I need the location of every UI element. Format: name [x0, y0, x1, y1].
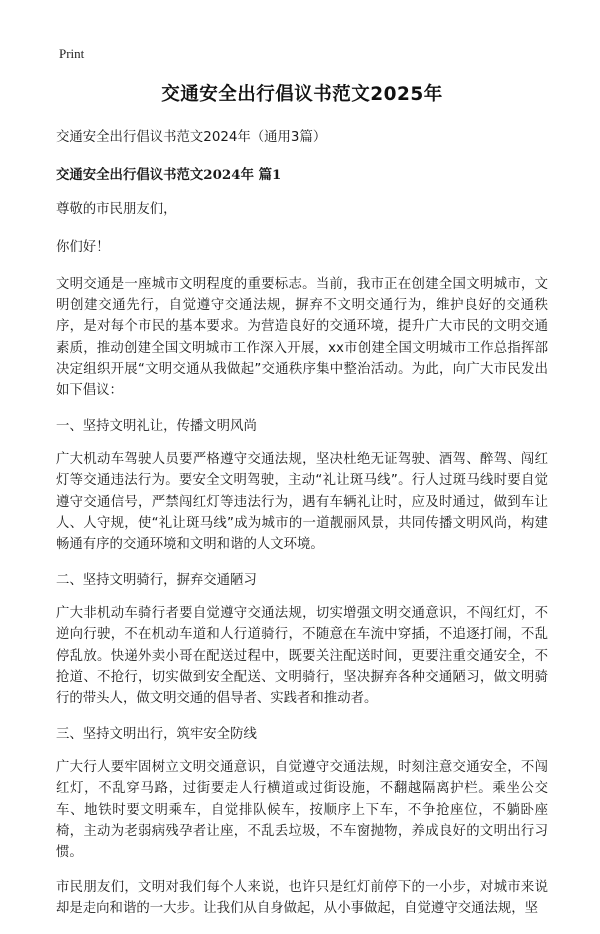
section-heading-2: 二、坚持文明骑行，摒弃交通陋习 — [56, 573, 257, 589]
greeting: 你们好！ — [56, 240, 110, 255]
document-page — [56, 80, 548, 934]
print-label: Print — [59, 46, 85, 61]
intro-paragraph: 文明交通是一座城市文明程度的重要标志。当前，我市正在创建全国文明城市，文明创建交通先行，自觉遵守交通法规，摒弃不文明交通行为，维护良好的交通秩序，是对每个市民的基本要求。为营造良好的交通环境，提升广大市民的文明交通素质，推动创建全国文明城市工作深入开展，xx市创建全国文明城市工作总指挥部决定组织开展“文明交通从我做起”交通秩序集中整治活动。为此，向广大市民发出如下倡议： — [56, 277, 548, 399]
section-body-3: 广大行人要牢固树立文明交通意识，自觉遵守交通法规，时刻注意交通安全，不闯红灯，不乱穿马路，过街要走人行横道或过街设施，不翻越隔离护栏。乘坐公交车、地铁时要文明乘车，自觉排队候车，按顺序上下车，不争抢座位，不躺卧座椅，主动为老弱病残孕者让座，不乱丢垃圾，不车窗抛物，养成良好的文明出行习惯。 — [56, 760, 548, 861]
section-heading-3: 三、坚持文明出行，筑牢安全防线 — [56, 727, 257, 743]
article-heading: 交通安全出行倡议书范文2024年 篇1 — [56, 167, 282, 183]
section-body-2: 广大非机动车骑行者要自觉遵守交通法规，切实增强文明交通意识，不闯红灯，不逆向行驶，不在机动车道和人行道骑行，不随意在车流中穿插，不追逐打闹，不乱停乱放。快递外卖小哥在配送过程中，既要关注配送时间，更要注重交通安全，不抢道、不抢行，切实做到安全配送、文明骑行，坚决摒弃各种交通陋习，做文明骑行的带头人，做文明交通的倡导者、实践者和推动者。 — [56, 606, 548, 707]
closing-paragraph: 市民朋友们，文明对我们每个人来说，也许只是红灯前停下的一小步，对城市来说却是走向和谐的一大步。让我们从自身做起，从小事做起，自觉遵守交通法规，坚 — [56, 880, 548, 917]
section-heading-1: 一、坚持文明礼让，传播文明风尚 — [56, 419, 257, 435]
document-title: 交通安全出行倡议书范文2025年 — [161, 84, 443, 105]
section-body-1: 广大机动车驾驶人员要严格遵守交通法规，坚决杜绝无证驾驶、酒驾、醉驾、闯红灯等交通违法行为。要安全文明驾驶，主动“礼让斑马线”。行人过斑马线时要自觉遵守交通信号，严禁闯红灯等违法行为，遇有车辆礼让时，应及时通过，做到车让人、人守规，使“礼让斑马线”成为城市的一道靓丽风景，共同传播文明风尚，构建畅通有序的交通环境和文明和谐的人文环境。 — [56, 452, 548, 553]
salutation: 尊敬的市民朋友们， — [56, 202, 177, 217]
document-subtitle: 交通安全出行倡议书范文2024年（通用3篇） — [56, 130, 327, 145]
